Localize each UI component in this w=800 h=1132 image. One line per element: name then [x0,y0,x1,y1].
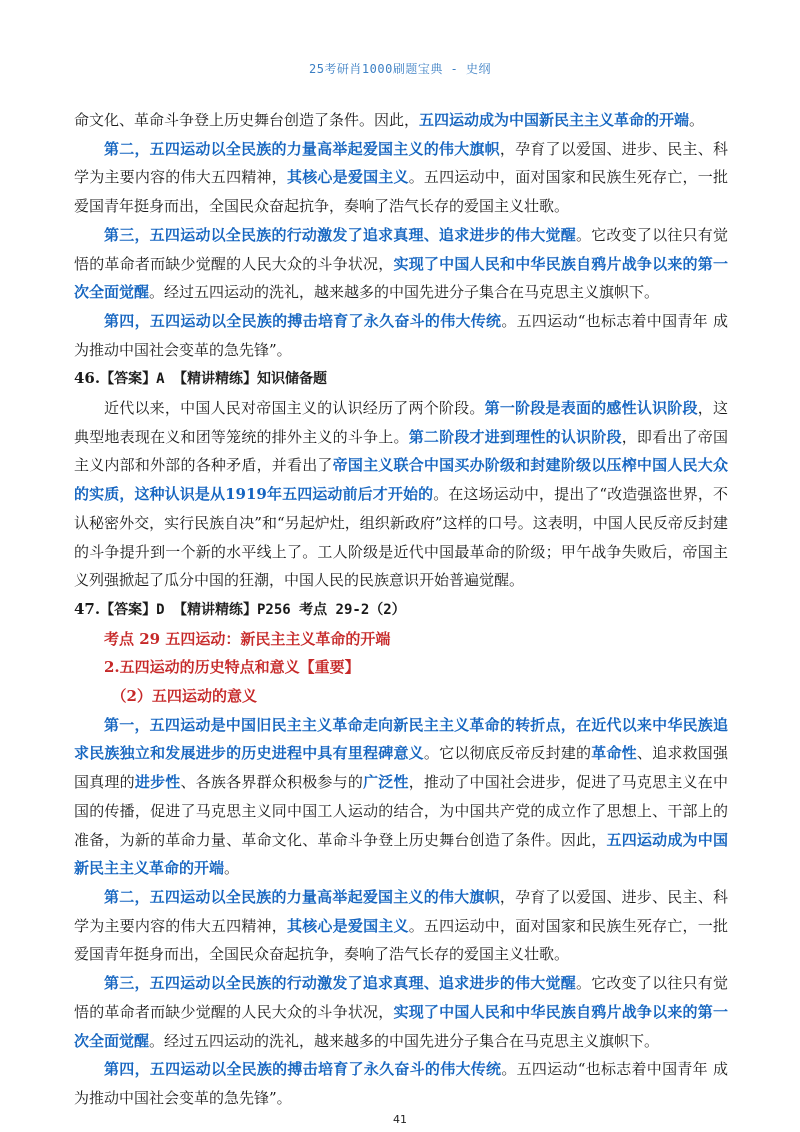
highlight: 其核心是爱国主义 [287,916,409,935]
highlight: 其核心是爱国主义 [287,168,409,187]
running-header: 25考研肖1000刷题宝典 - 史纲 [308,62,492,76]
highlight: 实现了中国人民和中华民族自鸦片战争以来的第一次全面觉醒 [74,254,728,302]
page-body [74,106,728,1113]
highlight: 第四，五四运动以全民族的搏击培育了永久奋斗的伟大传统 [104,1060,502,1079]
highlight: 第二，五四运动以全民族的力量高举起爱国主义的伟大旗帜 [104,887,500,906]
highlight: 实现了中国人民和中华民族自鸦片战争以来的第一次全面觉醒 [74,1002,728,1050]
answer-body-46: 近代以来，中国人民对帝国主义的认识经历了两个阶段。第一阶段是表面的感性认识阶段，这典型地表现在义和团等笼统的排外主义的斗争上。第二阶段才进到理性的认识阶段，即看出了帝国主义内部和外部的各种矛盾，并看出了帝国主义联合中国买办阶级和封建阶级以压榨中国人民大众的实质，这种认识是从1919年五四运动前后才开始的。在这场运动中，提出了“改造强盗世界，不认秘密外交，实行民族自决”和“另起炉灶，组织新政府”这样的口号。这表明，中国人民反帝反封建的斗争提升到一个新的水平线上了。工人阶级是近代中国最革命的阶级；甲午战争失败后，帝国主义列强掀起了瓜分中国的狂潮，中国人民的民族意识开始普遍觉醒。 [74,399,728,590]
highlight: 第二，五四运动以全民族的力量高举起爱国主义的伟大旗帜 [104,139,500,158]
highlight: 第四，五四运动以全民族的搏击培育了永久奋斗的伟大传统 [104,311,502,330]
knowledge-point-title: 考点 29 五四运动：新民主主义革命的开端 [104,629,391,648]
significance-point-two: 第二，五四运动以全民族的力量高举起爱国主义的伟大旗帜，孕育了以爱国、进步、民主、科学为主要内容的伟大五四精神，其核心是爱国主义。五四运动中，面对国家和民族生死存亡，一批爱国青年挺身而出，全国民众奋起抗争，奏响了浩气长存的爱国主义壮歌。 [74,887,728,964]
highlight: 五四运动成为中国新民主主义革命的开端 [419,111,690,129]
significance-point-four: 第四，五四运动以全民族的搏击培育了永久奋斗的伟大传统。五四运动“也标志着中国青年 成为推动中国社会变革的急先锋”。 [74,1060,728,1107]
highlight: 帝国主义联合中国买办阶级和封建阶级以压榨中国人民大众的实质，这种认识是从1919年五四运动前后才开始的 [74,456,728,504]
page-number: 41 [393,1113,407,1126]
highlight: 第二阶段才进到理性的认识阶段 [408,427,622,446]
highlight: 第三，五四运动以全民族的行动激发了追求真理、追求进步的伟大觉醒 [104,225,576,244]
significance-point-one: 第一，五四运动是中国旧民主主义革命走向新民主主义革命的转折点，在近代以来中华民族追求民族独立和发展进步的历史进程中具有里程碑意义。它以彻底反帝反封建的革命性、追求救国强国真理的进步性、各族各界群众积极参与的广泛性，推动了中国社会进步，促进了马克思主义在中国的传播，促进了马克思主义同中国工人运动的结合，为中国共产党的成立作了思想上、干部上的准备，为新的革命力量、革命文化、革命斗争登上历史舞台创造了条件。因此，五四运动成为中国新民主主义革命的开端。 [74,715,728,878]
answer-heading-46: 46.【答案】A 【精讲精练】知识储备题 [74,369,327,388]
highlight: 进步性 [134,773,181,792]
highlight: 广泛性 [363,773,409,792]
subsection-title: 2.五四运动的历史特点和意义【重要】 [104,658,360,677]
point-three-paragraph: 第三，五四运动以全民族的行动激发了追求真理、追求进步的伟大觉醒。它改变了以往只有觉悟的革命者而缺少觉醒的人民大众的斗争状况，实现了中国人民和中华民族自鸦片战争以来的第一次全面觉醒。经过五四运动的洗礼，越来越多的中国先进分子集合在马克思主义旗帜下。 [74,225,728,302]
highlight: 革命性 [591,744,637,763]
significance-point-three: 第三，五四运动以全民族的行动激发了追求真理、追求进步的伟大觉醒。它改变了以往只有觉悟的革命者而缺少觉醒的人民大众的斗争状况，实现了中国人民和中华民族自鸦片战争以来的第一次全面觉醒。经过五四运动的洗礼，越来越多的中国先进分子集合在马克思主义旗帜下。 [74,974,728,1050]
answer-heading-47: 47.【答案】D 【精讲精练】P256 考点 29-2（2） [74,599,406,618]
continuation-paragraph: 命文化、革命斗争登上历史舞台创造了条件。因此，五四运动成为中国新民主主义革命的开端。 [74,111,705,129]
highlight: 第三，五四运动以全民族的行动激发了追求真理、追求进步的伟大觉醒 [104,974,576,993]
subsubsection-title: （2）五四运动的意义 [111,687,257,706]
point-four-paragraph: 第四，五四运动以全民族的搏击培育了永久奋斗的伟大传统。五四运动“也标志着中国青年 成为推动中国社会变革的急先锋”。 [74,311,728,359]
highlight: 第一阶段是表面的感性认识阶段 [484,399,698,418]
highlight: 五四运动成为中国新民主主义革命的开端 [74,830,728,878]
highlight: 第一，五四运动是中国旧民主主义革命走向新民主主义革命的转折点，在近代以来中华民族追求民族独立和发展进步的历史进程中具有里程碑意义 [74,715,728,763]
point-two-paragraph: 第二，五四运动以全民族的力量高举起爱国主义的伟大旗帜，孕育了以爱国、进步、民主、科学为主要内容的伟大五四精神，其核心是爱国主义。五四运动中，面对国家和民族生死存亡，一批爱国青年挺身而出，全国民众奋起抗争，奏响了浩气长存的爱国主义壮歌。 [74,139,728,216]
